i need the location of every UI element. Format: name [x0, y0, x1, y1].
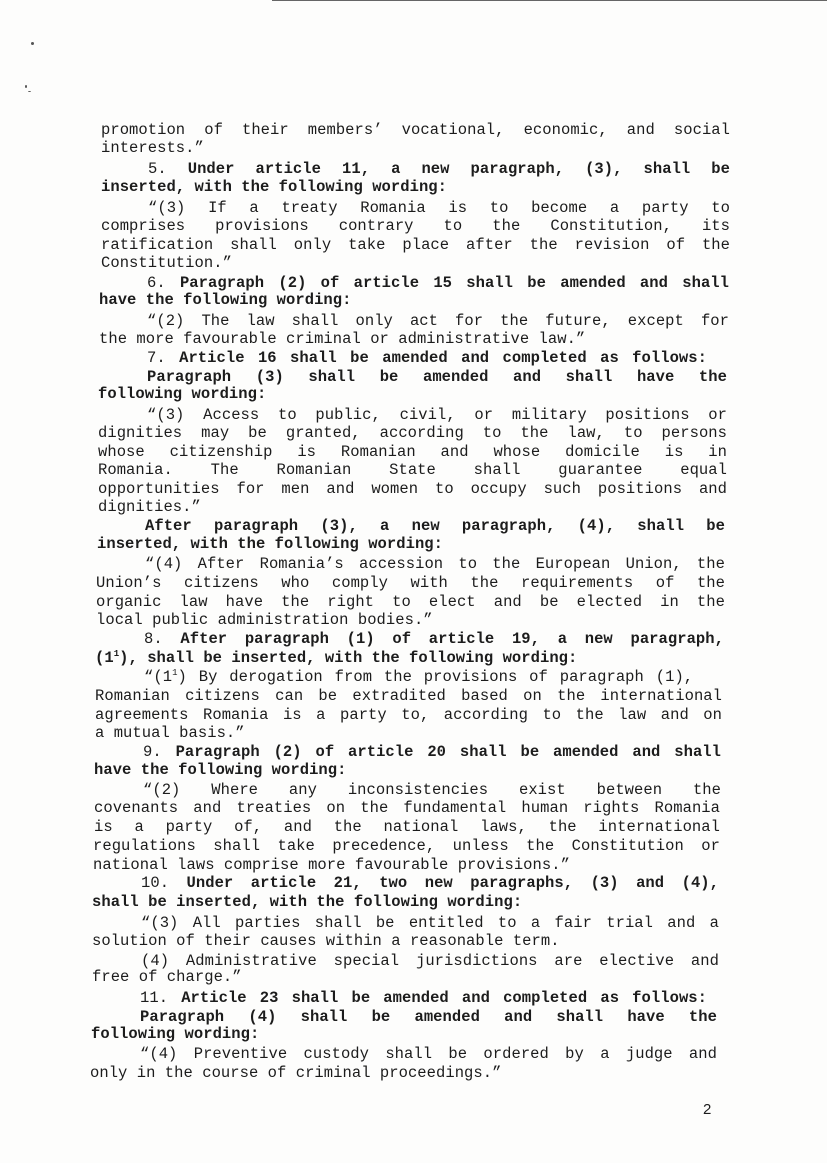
section-heading: 7. Article 16 shall be amended and completed as follows:	[147, 349, 707, 367]
section-heading: Paragraph (3) shall be amended and shall have the	[147, 368, 727, 386]
section-heading: 8. After paragraph (1) of article 19, a new paragraph,	[144, 630, 724, 648]
text-line: dignities may be granted, according to the law, to persons	[98, 424, 727, 442]
text-line: Union’s citizens who comply with the requirements of the	[96, 574, 725, 592]
text-line: a mutual basis.”	[95, 724, 245, 742]
text-line: only in the course of criminal proceedings.”	[90, 1064, 502, 1082]
section-heading: shall be inserted, with the following wording:	[92, 893, 523, 911]
text-line: Constitution.”	[101, 254, 232, 272]
text-line: regulations shall take precedence, unless the Constitution or	[93, 837, 720, 855]
section-heading: 10. Under article 21, two new paragraphs, (3) and (4),	[141, 874, 720, 892]
text-line: dignities.”	[98, 498, 201, 516]
text-line: comprises provisions contrary to the Constitution, its	[101, 217, 730, 235]
text-line: “(4) Preventive custody shall be ordered by a judge and	[140, 1045, 717, 1063]
text-line: free of charge.”	[92, 968, 242, 986]
section-heading: 9. Paragraph (2) of article 20 shall be amended and shall	[143, 743, 722, 761]
section-heading: $(1^1)$, shall be inserted, with the following wording:	[95, 649, 578, 667]
section-heading: Paragraph (4) shall be amended and shall have the	[140, 1008, 717, 1026]
text-line: “(3) Access to public, civil, or military positions or	[147, 406, 727, 424]
text-line: covenants and treaties on the fundamental human rights Romania	[94, 799, 720, 817]
text-line: “(3) If a treaty Romania is to become a party to	[148, 199, 730, 217]
section-heading: following wording:	[98, 385, 267, 403]
page-number: 2	[703, 1101, 712, 1118]
section-heading: have the following wording:	[99, 291, 352, 309]
text-line: is a party of, and the national laws, the international	[94, 818, 720, 836]
text-line: Romanian citizens can be extradited based on the international	[95, 687, 722, 705]
text-line: “(4) After Romania’s accession to the European Union, the	[145, 555, 725, 573]
text-line: opportunities for men and women to occupy such positions and	[98, 480, 727, 498]
text-line: ratification shall only take place after the revision of the	[101, 236, 730, 254]
section-heading: following wording:	[91, 1025, 260, 1043]
text-line: organic law have the right to elect and be elected in the	[96, 593, 725, 611]
section-heading: After paragraph (3), a new paragraph, (4), shall be	[145, 517, 725, 535]
text-line: “(2) The law shall only act for the future, except for	[147, 312, 729, 330]
section-heading: 11. Article 23 shall be amended and completed as follows:	[140, 989, 707, 1007]
section-heading: inserted, with the following wording:	[97, 535, 444, 553]
section-heading: inserted, with the following wording:	[101, 178, 448, 196]
text-line: agreements Romania is a party to, according to the law and on	[95, 706, 722, 724]
text-line: national laws comprise more favourable provisions.”	[93, 856, 570, 874]
text-line: promotion of their members’ vocational, economic, and social	[101, 121, 730, 139]
text-line: (4) Administrative special jurisdictions are elective and	[141, 952, 719, 970]
text-line: interests.”	[101, 139, 204, 157]
text-line: Romania. The Romanian State shall guarantee equal	[98, 461, 727, 479]
text-line: “(3) All parties shall be entitled to a fair trial and a	[141, 914, 719, 932]
text-line: whose citizenship is Romanian and whose domicile is in	[98, 443, 727, 461]
text-line: “$(1^1)$ By derogation from the provisions of paragraph (1),	[144, 668, 694, 686]
text-line: local public administration bodies.”	[96, 611, 433, 629]
text-line: solution of their causes within a reasonable term.	[92, 932, 560, 950]
section-heading: have the following wording:	[94, 761, 347, 779]
text-line: “(2) Where any inconsistencies exist between the	[143, 781, 721, 799]
section-heading: 5. Under article 11, a new paragraph, (3), shall be	[148, 160, 730, 178]
text-line: the more favourable criminal or administrative law.”	[99, 330, 586, 348]
section-heading: 6. Paragraph (2) of article 15 shall be amended and shall	[147, 274, 729, 292]
